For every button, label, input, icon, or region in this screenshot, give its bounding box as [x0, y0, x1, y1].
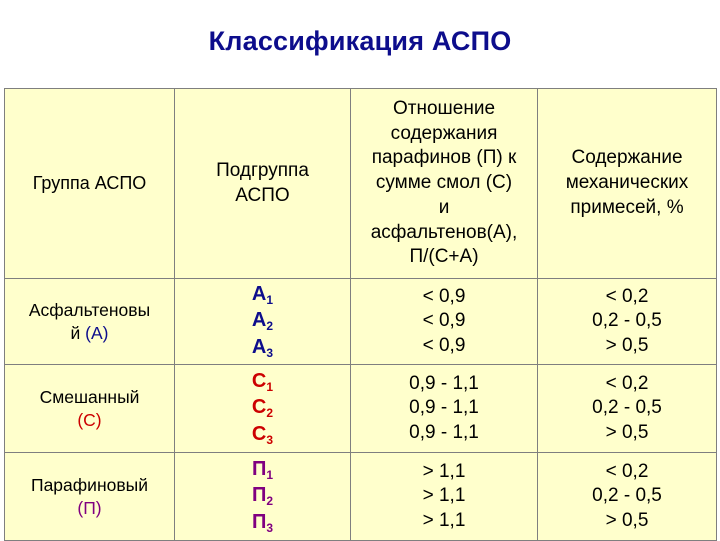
subgroup-item: $А_3$ — [251, 335, 274, 360]
impurities-value: 0,2 - 0,5 — [592, 485, 662, 507]
header-subgroup: Подгруппа АСПО — [175, 89, 351, 279]
group-name-line: Смешанный — [39, 387, 140, 408]
classification-table — [4, 88, 717, 541]
table-row — [5, 365, 717, 453]
table-row — [5, 279, 717, 365]
header-impurities-line: примесей, % — [570, 196, 684, 218]
impurities-cell — [538, 279, 717, 365]
impurities-value: > 0,5 — [605, 334, 649, 356]
subgroup-item: $А_2$ — [251, 309, 274, 334]
group-name-line: Асфальтеновы — [28, 300, 151, 321]
ratio-value: < 0,9 — [422, 310, 466, 332]
group-cell — [5, 365, 175, 453]
impurities-value: < 0,2 — [605, 373, 649, 395]
impurities-cell — [538, 365, 717, 453]
ratio-value: 0,9 - 1,1 — [409, 421, 479, 443]
ratio-value: > 1,1 — [422, 485, 466, 507]
header-ratio-line: и — [438, 196, 450, 218]
subgroup-cell — [175, 453, 351, 541]
impurities-value: > 0,5 — [605, 509, 649, 531]
header-ratio-line: асфальтенов(А), — [370, 221, 518, 243]
subgroup-item: $С_1$ — [251, 369, 274, 394]
subgroup-item: $С_2$ — [251, 396, 274, 421]
ratio-value: 0,9 - 1,1 — [409, 397, 479, 419]
table-row — [5, 453, 717, 541]
header-ratio — [351, 89, 538, 279]
ratio-value: > 1,1 — [422, 509, 466, 531]
impurities-value: < 0,2 — [605, 286, 649, 308]
impurities-cell — [538, 453, 717, 541]
header-ratio-line: сумме смол (С) — [375, 172, 513, 194]
subgroup-item: $С_3$ — [251, 422, 274, 447]
header-ratio-line: содержания — [390, 122, 498, 144]
header-row — [5, 89, 717, 279]
group-cell — [5, 453, 175, 541]
ratio-value: > 1,1 — [422, 461, 466, 483]
header-impurities — [538, 89, 717, 279]
impurities-value: < 0,2 — [605, 461, 649, 483]
ratio-cell — [351, 453, 538, 541]
header-ratio-line: П/(С+А) — [409, 246, 479, 268]
impurities-value: > 0,5 — [605, 421, 649, 443]
ratio-cell — [351, 279, 538, 365]
header-group: Группа АСПО — [5, 89, 175, 279]
group-code: (А) — [85, 322, 109, 343]
impurities-value: 0,2 - 0,5 — [592, 397, 662, 419]
header-impurities-line: механических — [565, 172, 689, 194]
subgroup-item: $А_1$ — [251, 282, 274, 307]
ratio-cell — [351, 365, 538, 453]
subgroup-item: $П_3$ — [251, 510, 274, 535]
header-ratio-line: Отношение — [392, 98, 496, 120]
ratio-value: 0,9 - 1,1 — [409, 373, 479, 395]
subgroup-item: $П_2$ — [251, 484, 274, 509]
ratio-value: < 0,9 — [422, 334, 466, 356]
ratio-value: < 0,9 — [422, 286, 466, 308]
group-name-line: Парафиновый — [31, 475, 148, 496]
group-code: (С) — [77, 409, 102, 430]
group-name-line: й — [70, 322, 81, 343]
group-cell — [5, 279, 175, 365]
page-title: Классификация АСПО — [208, 26, 512, 56]
impurities-value: 0,2 - 0,5 — [592, 310, 662, 332]
subgroup-cell — [175, 279, 351, 365]
header-impurities-line: Содержание — [571, 147, 683, 169]
group-code: (П) — [77, 497, 102, 518]
subgroup-cell — [175, 365, 351, 453]
header-ratio-line: парафинов (П) к — [371, 147, 517, 169]
subgroup-item: $П_1$ — [251, 457, 274, 482]
